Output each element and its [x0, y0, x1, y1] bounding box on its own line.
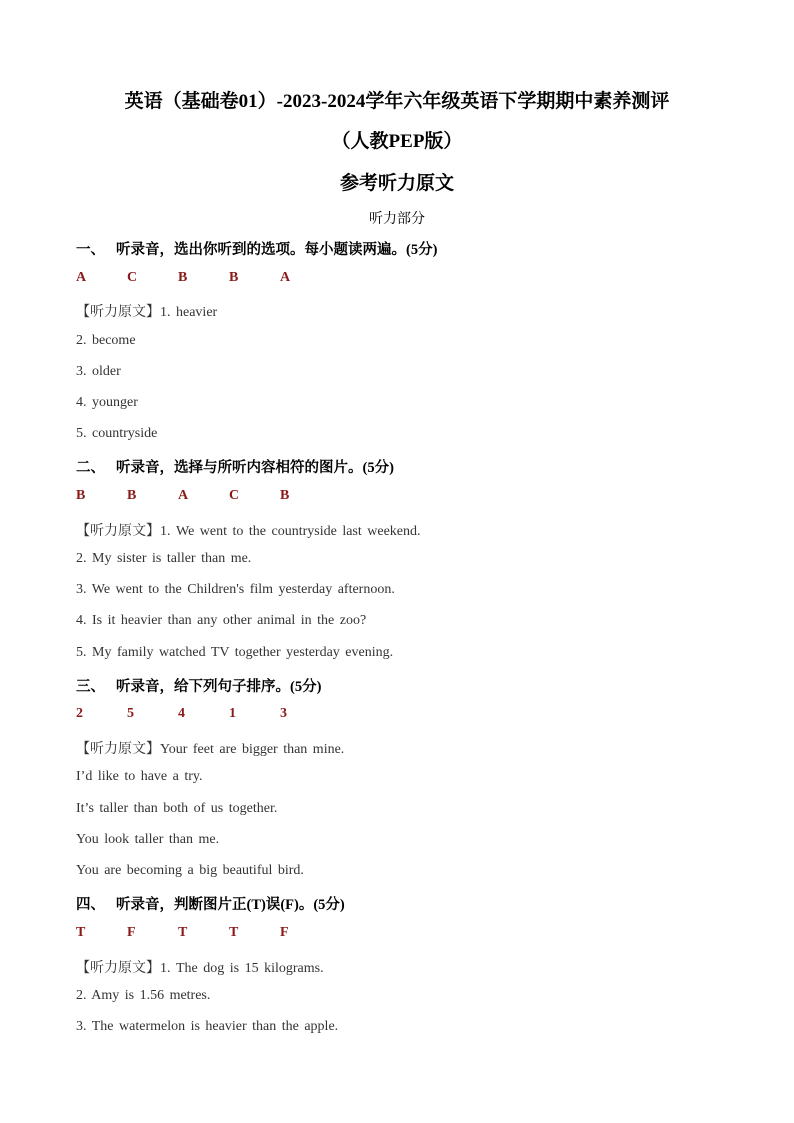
answer: B	[76, 488, 86, 503]
section-heading	[76, 675, 321, 696]
transcript-line: 2. My sister is taller than me.	[76, 551, 252, 566]
transcript-tag: 【听力原文】	[76, 961, 160, 976]
transcript-line: 3. We went to the Children's film yesterday afternoon.	[76, 582, 395, 597]
answer: 5	[127, 706, 134, 721]
section-instruction: 听录音，选出你听到的选项。每小题读两遍。(5分)	[116, 242, 438, 258]
section-instruction: 听录音，给下列句子排序。(5分)	[116, 679, 322, 695]
section-heading	[76, 238, 437, 259]
section-heading	[76, 893, 345, 914]
answer: A	[76, 270, 87, 285]
answer: T	[76, 925, 86, 940]
transcript-line: 2. Amy is 1.56 metres.	[76, 988, 211, 1003]
answer: C	[229, 488, 240, 503]
section-number: 二、	[76, 460, 105, 476]
transcript-line: 3. The watermelon is heavier than the apple.	[76, 1019, 339, 1034]
answer: 3	[280, 706, 287, 721]
answer: 4	[178, 706, 185, 721]
transcript-line: 5. My family watched TV together yesterday evening.	[76, 645, 394, 660]
transcript-line: 【听力原文】1. We went to the countryside last weekend.	[76, 524, 421, 539]
answer: T	[178, 925, 188, 940]
page-subtitle-edition: （人教PEP版）	[331, 131, 463, 152]
answer: T	[229, 925, 239, 940]
section-number: 一、	[76, 242, 105, 258]
answer: F	[280, 925, 289, 940]
answer-key	[76, 488, 331, 504]
transcript-line: It’s taller than both of us together.	[76, 801, 278, 816]
transcript-tag: 【听力原文】	[76, 524, 160, 539]
answer: 2	[76, 706, 83, 721]
answer: B	[229, 270, 239, 285]
answer: B	[178, 270, 188, 285]
section-instruction: 听录音，判断图片正(T)误(F)。(5分)	[116, 897, 345, 913]
transcript-line: 【听力原文】1. The dog is 15 kilograms.	[76, 961, 324, 976]
section-number: 四、	[76, 897, 105, 913]
transcript-line: 【听力原文】Your feet are bigger than mine.	[76, 742, 345, 757]
transcript-tag: 【听力原文】	[76, 742, 160, 757]
answer: C	[127, 270, 138, 285]
transcript-line: I’d like to have a try.	[76, 769, 203, 784]
transcript-line: You look taller than me.	[76, 832, 220, 847]
transcript-line: 2. become	[76, 333, 136, 348]
part-heading: 听力部分	[369, 212, 425, 227]
answer-key	[76, 925, 331, 941]
answer: B	[280, 488, 290, 503]
transcript-line: 4. Is it heavier than any other animal in the zoo?	[76, 613, 367, 628]
transcript-line: 3. older	[76, 364, 121, 379]
transcript-line: 5. countryside	[76, 426, 158, 441]
answer: 1	[229, 706, 236, 721]
answer-key	[76, 270, 331, 286]
section-heading	[76, 456, 394, 477]
transcript-line: You are becoming a big beautiful bird.	[76, 863, 304, 878]
answer: B	[127, 488, 137, 503]
transcript-line: 【听力原文】1. heavier	[76, 305, 218, 320]
answer: F	[127, 925, 136, 940]
page-subtitle-transcript: 参考听力原文	[339, 173, 454, 194]
answer: A	[280, 270, 291, 285]
section-instruction: 听录音，选择与所听内容相符的图片。(5分)	[116, 460, 394, 476]
section-number: 三、	[76, 679, 105, 695]
transcript-tag: 【听力原文】	[76, 305, 160, 320]
page-title: 英语（基础卷01）-2023-2024学年六年级英语下学期期中素养测评	[124, 91, 670, 112]
transcript-line: 4. younger	[76, 395, 138, 410]
answer-key	[76, 706, 331, 722]
answer: A	[178, 488, 189, 503]
